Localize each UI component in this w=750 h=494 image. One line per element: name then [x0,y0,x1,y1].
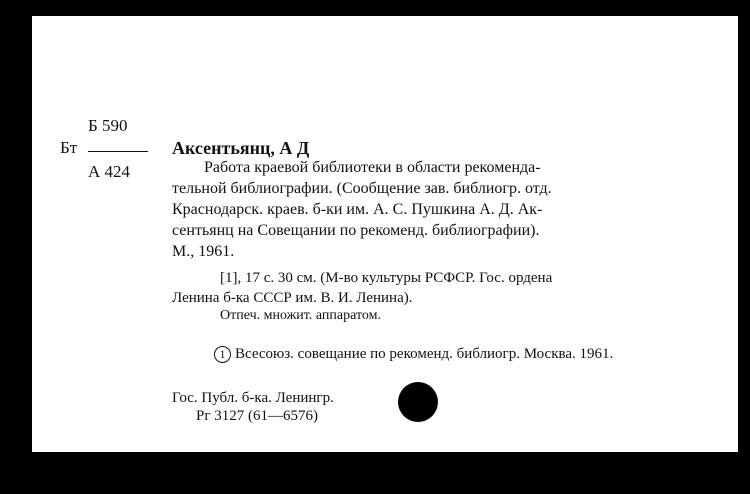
title-line: Краснодарск. краев. б-ки им. А. С. Пушкина А. Д. Ак- [172,201,543,218]
catalog-card [32,16,738,452]
collation-line: Ленина б-ка СССР им. В. И. Ленина). [172,290,413,306]
author-heading: Аксентьянц, А Д [172,138,310,158]
handwritten-note: 28.IV.61. ГС ГАЛ [494,424,674,444]
print-note: Отпеч. множит. аппаратом. [220,308,381,323]
card-punch-hole [398,382,438,422]
tracing-number: 1 [214,346,231,363]
library-code: Рг 3127 (61—6576) [196,408,318,424]
tracing-text: Всесоюз. совещание по рекоменд. библиогр. Москва. 1961. [235,346,614,362]
tracing [214,344,613,364]
call-number-line1: Б 590 [88,116,128,135]
library-name: Гос. Публ. б-ка. Ленингр. [172,390,334,406]
call-number-line2: Бт [60,138,78,157]
title-line: М., 1961. [172,243,235,260]
title-line: тельной библиографии. (Сообщение зав. библиогр. отд. [172,180,552,197]
call-number-line3: А 424 [88,162,131,181]
call-number-rule [88,151,148,152]
title-line: сентьянц на Совещании по рекоменд. библиографии). [172,222,540,239]
title-line: Работа краевой библиотеки в области рекоменда- [204,159,541,176]
collation-line: [1], 17 с. 30 см. (М-во культуры РСФСР. Гос. ордена [220,270,553,286]
